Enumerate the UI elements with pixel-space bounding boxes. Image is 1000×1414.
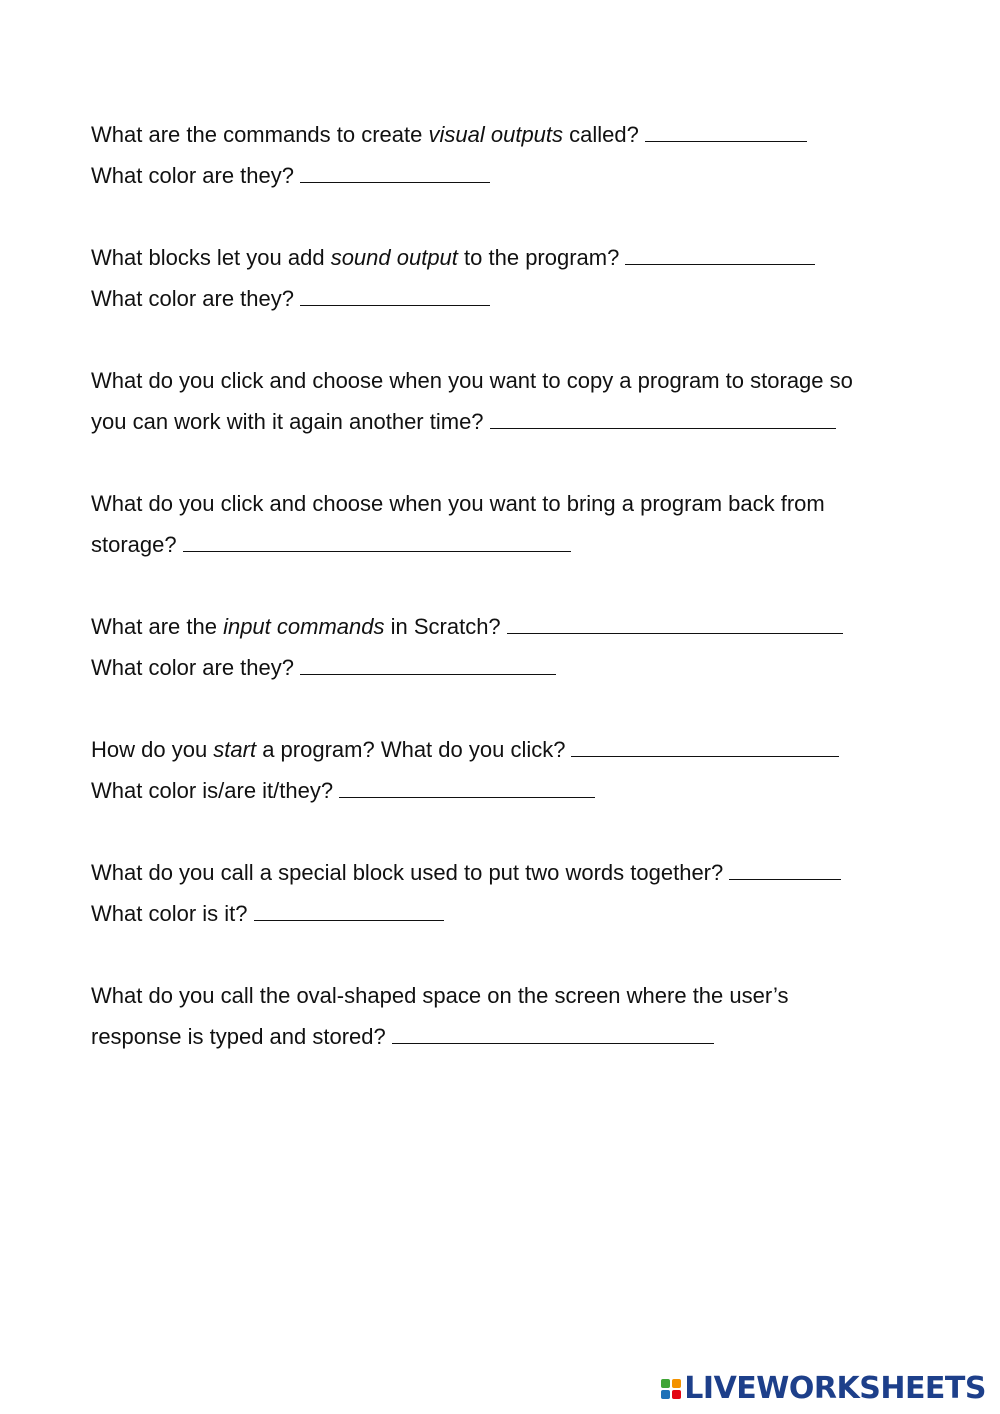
question-text: What color are they? (91, 278, 951, 319)
logo-brand-text: LIVEWORKSHEETS (684, 1371, 986, 1406)
question-input-commands (91, 606, 951, 688)
question-text: What do you call a special block used to put two words together? (91, 852, 951, 893)
answer-blank[interactable] (729, 859, 841, 880)
emphasis: start (213, 737, 257, 762)
logo-square-red (672, 1390, 681, 1399)
question-text: What do you click and choose when you want to bring a program back from (91, 491, 825, 516)
question-load-program (91, 483, 951, 565)
question-text: What color are they? (91, 647, 951, 688)
answer-blank[interactable] (339, 777, 595, 798)
question-text: How do you start a program? What do you click? (91, 729, 951, 770)
question-text: you can work with it again another time? (91, 401, 951, 442)
question-text: storage? (91, 524, 951, 565)
question-text: What do you click and choose when you want to copy a program to storage so (91, 368, 853, 393)
answer-blank[interactable] (300, 285, 490, 306)
emphasis: visual outputs (428, 122, 564, 147)
logo-square-orange (672, 1379, 681, 1388)
answer-blank[interactable] (507, 613, 843, 634)
liveworksheets-logo (661, 1371, 986, 1406)
question-answer-box (91, 975, 951, 1057)
answer-blank[interactable] (183, 531, 571, 552)
question-start-program (91, 729, 951, 811)
question-text: What color are they? (91, 155, 951, 196)
emphasis: input commands (223, 614, 385, 639)
answer-blank[interactable] (490, 408, 836, 429)
answer-blank[interactable] (392, 1023, 714, 1044)
liveworksheets-logo-icon (661, 1379, 681, 1399)
answer-blank[interactable] (300, 162, 490, 183)
logo-square-blue (661, 1390, 670, 1399)
question-join-block (91, 852, 951, 934)
question-text: What are the input commands in Scratch? (91, 606, 951, 647)
question-text: What are the commands to create visual outputs called? (91, 114, 951, 155)
answer-blank[interactable] (645, 121, 807, 142)
answer-blank[interactable] (300, 654, 556, 675)
question-text: What do you call the oval-shaped space on the screen where the user’s (91, 983, 789, 1008)
question-text: What color is/are it/they? (91, 770, 951, 811)
question-sound-output (91, 237, 951, 319)
question-save-program (91, 360, 951, 442)
worksheet (91, 114, 951, 1098)
logo-square-green (661, 1379, 670, 1388)
answer-blank[interactable] (625, 244, 815, 265)
question-text: What color is it? (91, 893, 951, 934)
question-visual-outputs (91, 114, 951, 196)
answer-blank[interactable] (254, 900, 444, 921)
answer-blank[interactable] (571, 736, 839, 757)
emphasis: sound output (330, 245, 458, 270)
question-text: response is typed and stored? (91, 1016, 951, 1057)
question-text: What blocks let you add sound output to the program? (91, 237, 951, 278)
